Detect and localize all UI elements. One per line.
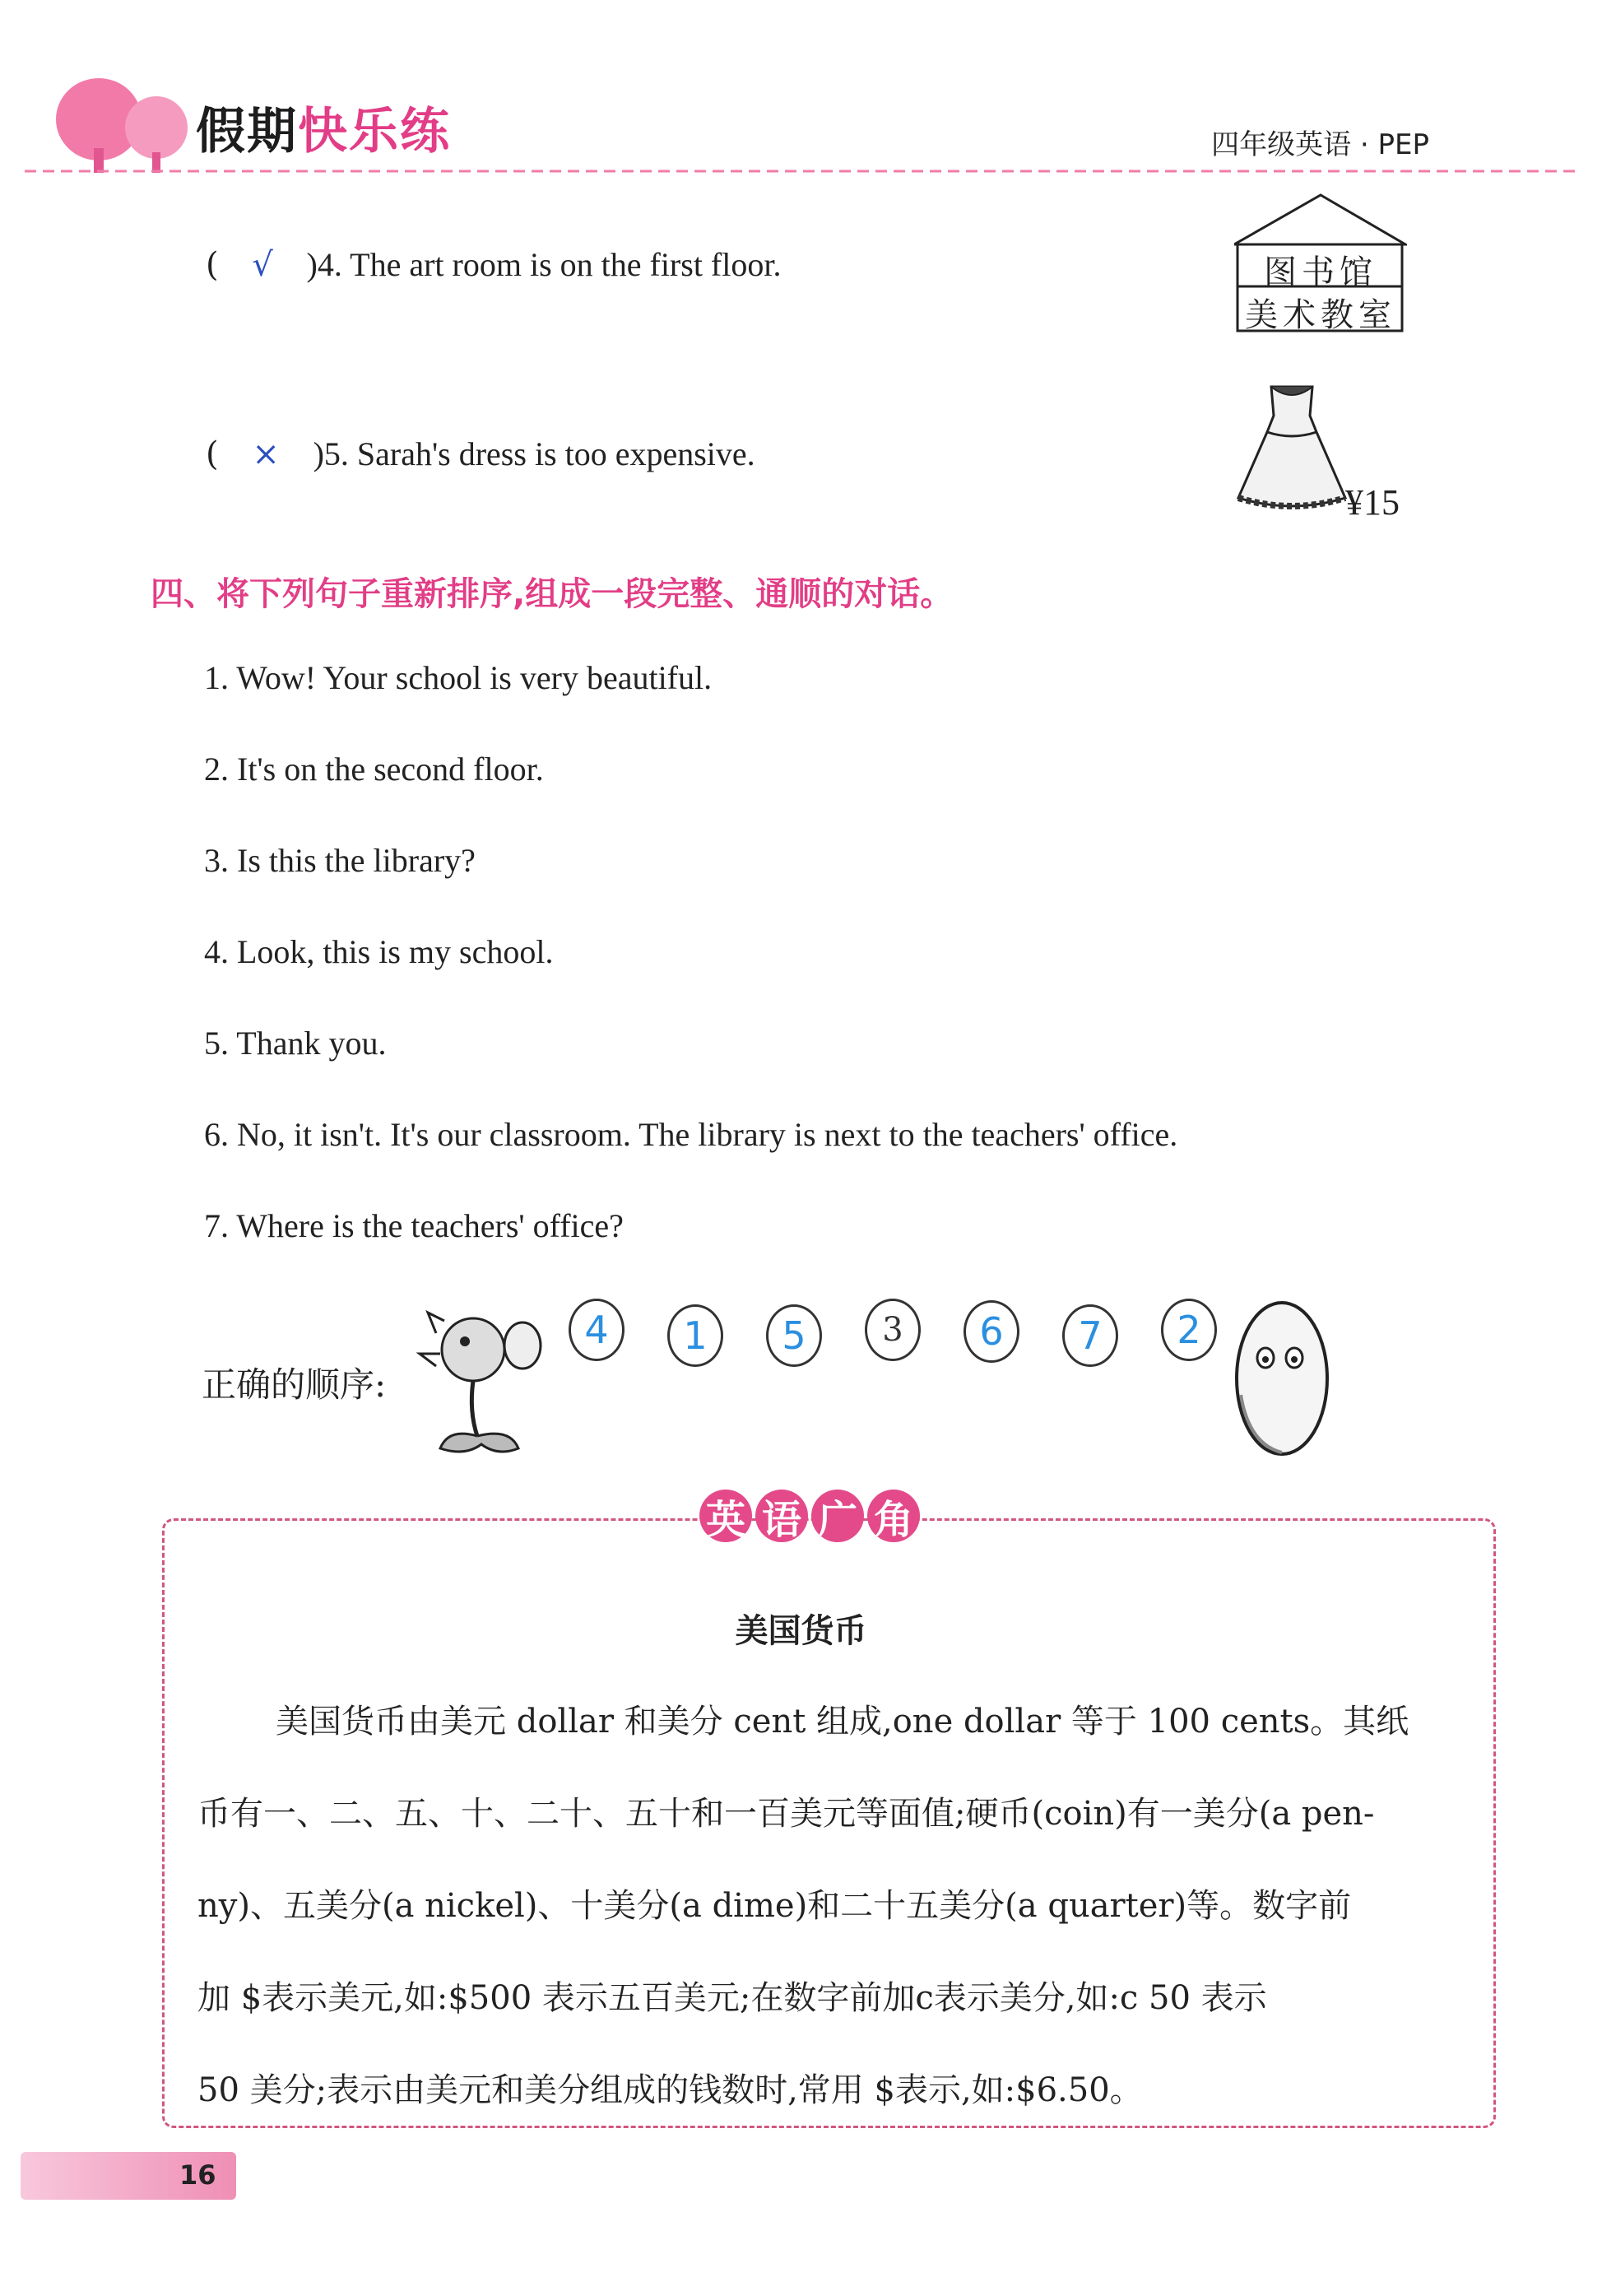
corner-title: 美国货币 <box>735 1612 867 1650</box>
banner-char: 语 <box>755 1490 808 1542</box>
brand-title <box>196 92 451 163</box>
question-text: )4. The art room is on the first floor. <box>306 246 782 283</box>
dress-illustration <box>1234 383 1349 518</box>
order-answer-2: 1 <box>667 1304 723 1367</box>
order-answer-4: 3 <box>865 1299 921 1361</box>
page-number: 16 <box>179 2159 216 2191</box>
sentence-2: 2. It's on the second floor. <box>204 751 544 788</box>
brand-part1: 假期 <box>196 103 298 160</box>
sign-bottom-text: 美术教室 <box>1245 296 1396 334</box>
order-answer-7: 2 <box>1161 1299 1217 1361</box>
corner-line-2: 币有一、二、五、十、二十、五十和一百美元等面值;硬币(coin)有一美分(a pen- <box>197 1795 1375 1833</box>
judgment-row-4 <box>206 245 781 285</box>
section-4-title: 四、将下列句子重新排序,组成一段完整、通顺的对话。 <box>151 575 954 613</box>
order-answer-6: 7 <box>1062 1304 1118 1367</box>
sentence-5: 5. Thank you. <box>204 1025 387 1062</box>
building-sign <box>1234 193 1407 333</box>
sentence-1: 1. Wow! Your school is very beautiful. <box>204 659 713 696</box>
order-answer-1: 4 <box>569 1299 625 1361</box>
corner-line-5: 50 美分;表示由美元和美分组成的钱数时,常用 $表示,如:$6.50。 <box>197 2071 1143 2109</box>
judgment-row-5 <box>206 435 755 474</box>
sentence-6: 6. No, it isn't. It's our classroom. The library is next to the teachers' office. <box>204 1116 1178 1153</box>
answer-mark: × <box>252 435 280 473</box>
answer-mark: √ <box>252 246 273 284</box>
sentence-7: 7. Where is the teachers' office? <box>204 1207 624 1244</box>
dress-price: ¥15 <box>1345 482 1400 523</box>
grade-label: 四年级英语 · PEP <box>1211 128 1429 161</box>
sentence-4: 4. Look, this is my school. <box>204 933 554 970</box>
corner-line-3: ny)、五美分(a nickel)、十美分(a dime)和二十五美分(a quarter)等。数字前 <box>197 1887 1352 1925</box>
sentence-3: 3. Is this the library? <box>204 842 476 879</box>
header-trees-illustration <box>49 74 197 173</box>
corner-line-1: 美国货币由美元 dollar 和美分 cent 组成,one dollar 等于 100 cents。其纸 <box>276 1703 1409 1741</box>
banner-char: 广 <box>811 1490 864 1542</box>
banner-char: 角 <box>867 1490 920 1542</box>
order-label: 正确的顺序: <box>202 1364 387 1405</box>
sign-top-text: 图书馆 <box>1264 253 1377 291</box>
corner-line-4: 加 $表示美元,如:$500 表示五百美元;在数字前加c表示美分,如:c 50 表示 <box>197 1979 1267 2017</box>
brand-part2: 快乐练 <box>298 103 451 160</box>
question-text: )5. Sarah's dress is too expensive. <box>313 435 755 472</box>
paren-open: ( <box>206 435 219 473</box>
order-answer-5: 6 <box>964 1300 1019 1363</box>
english-corner-banner <box>699 1490 946 1555</box>
nut-illustration <box>1224 1296 1340 1464</box>
header-divider <box>25 163 1576 171</box>
paren-open: ( <box>206 246 219 284</box>
plant-illustration <box>416 1304 547 1464</box>
order-answer-3: 5 <box>766 1304 822 1367</box>
banner-char: 英 <box>699 1490 752 1542</box>
